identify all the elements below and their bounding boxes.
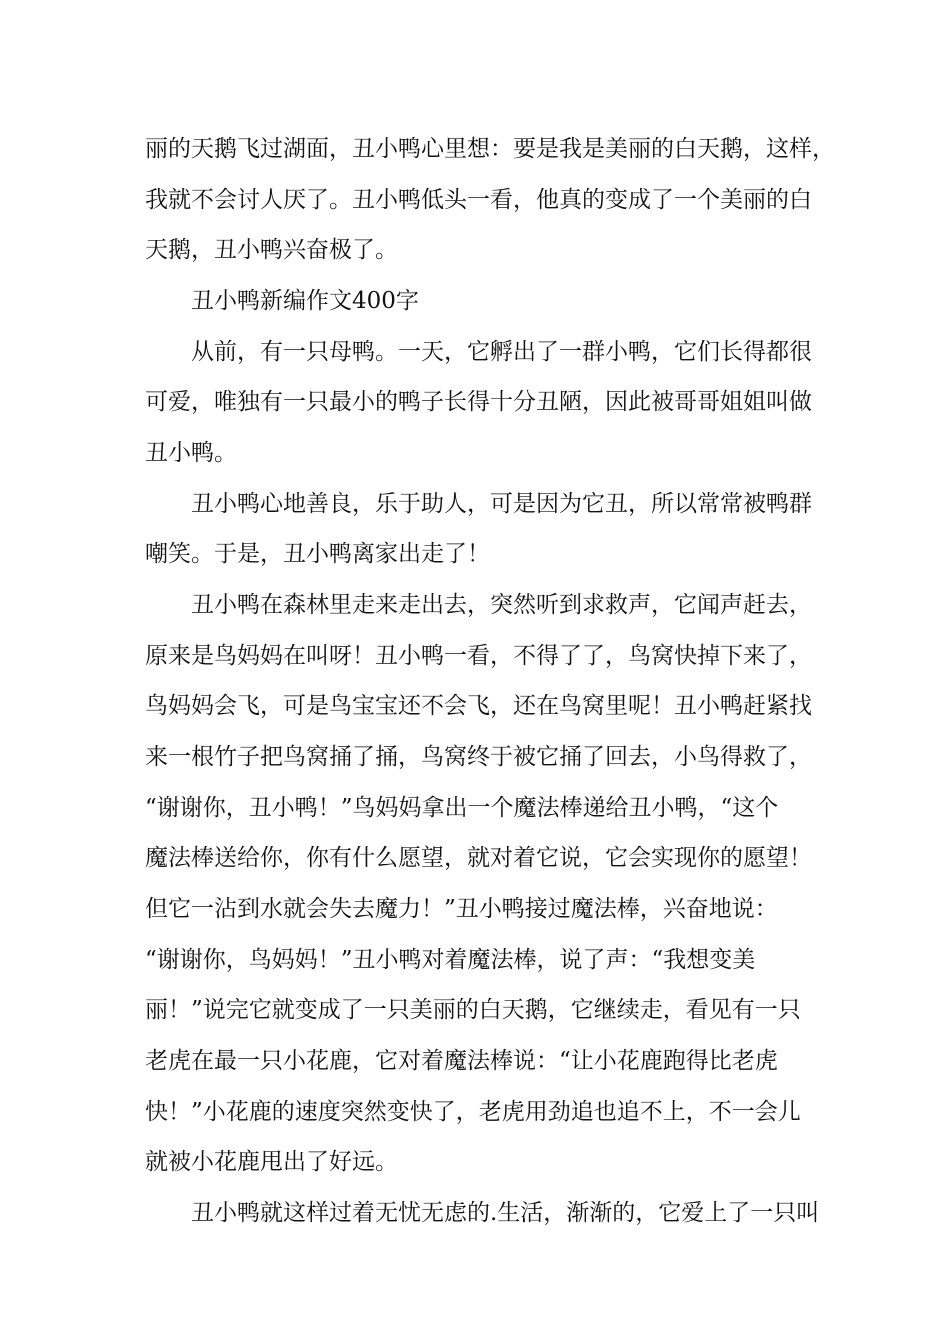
- text-line: 丑小鸭心地善良，乐于助人，可是因为它丑，所以常常被鸭群: [191, 491, 812, 517]
- text-line: 但它一沾到水就会失去魔力！”丑小鸭接过魔法棒，兴奋地说：: [145, 896, 778, 922]
- text-line: 快！”小花鹿的速度突然变快了，老虎用劲追也追不上，不一会儿: [145, 1099, 801, 1125]
- text-line: “谢谢你，鸟妈妈！”丑小鸭对着魔法棒，说了声：“我想变美: [145, 947, 756, 973]
- text-line: 老虎在最一只小花鹿，它对着魔法棒说：“让小花鹿跑得比老虎: [145, 1048, 778, 1074]
- text-line: 原来是鸟妈妈在叫呀！丑小鸭一看，不得了了，鸟窝快掉下来了，: [145, 643, 812, 669]
- text-line: 从前，有一只母鸭。一天，它孵出了一群小鸭，它们长得都很: [191, 339, 812, 365]
- text-line: 丽！”说完它就变成了一只美丽的白天鹅，它继续走，看见有一只: [145, 997, 801, 1023]
- text-line: 天鹅，丑小鸭兴奋极了。: [145, 237, 398, 263]
- text-line: 我就不会讨人厌了。丑小鸭低头一看，他真的变成了一个美丽的白: [145, 187, 812, 213]
- text-line: 嘲笑。于是，丑小鸭离家出走了！: [145, 541, 490, 567]
- text-line: “谢谢你，丑小鸭！”鸟妈妈拿出一个魔法棒递给丑小鸭，“这个: [145, 795, 779, 821]
- text-line: 可爱，唯独有一只最小的鸭子长得十分丑陋，因此被哥哥姐姐叫做: [145, 389, 812, 415]
- text-line: 丑小鸭就这样过着无忧无虑的.生活，渐渐的，它爱上了一只叫: [191, 1200, 820, 1226]
- text-line: 鸟妈妈会飞，可是鸟宝宝还不会飞，还在鸟窝里呢！丑小鸭赶紧找: [145, 693, 812, 719]
- text-line: 丑小鸭。: [145, 440, 237, 466]
- text-line: 丽的天鹅飞过湖面，丑小鸭心里想：要是我是美丽的白天鹅，这样，: [145, 136, 835, 162]
- text-line: 魔法棒送给你，你有什么愿望，就对着它说，它会实现你的愿望！: [145, 845, 812, 871]
- text-line: 来一根竹子把鸟窝捅了捅，鸟窝终于被它捅了回去，小鸟得救了，: [145, 744, 812, 770]
- section-title: 丑小鸭新编作文400字: [191, 288, 419, 314]
- text-line: 丑小鸭在森林里走来走出去，突然听到求救声，它闻声赶去，: [191, 592, 812, 618]
- text-line: 就被小花鹿甩出了好远。: [145, 1149, 398, 1175]
